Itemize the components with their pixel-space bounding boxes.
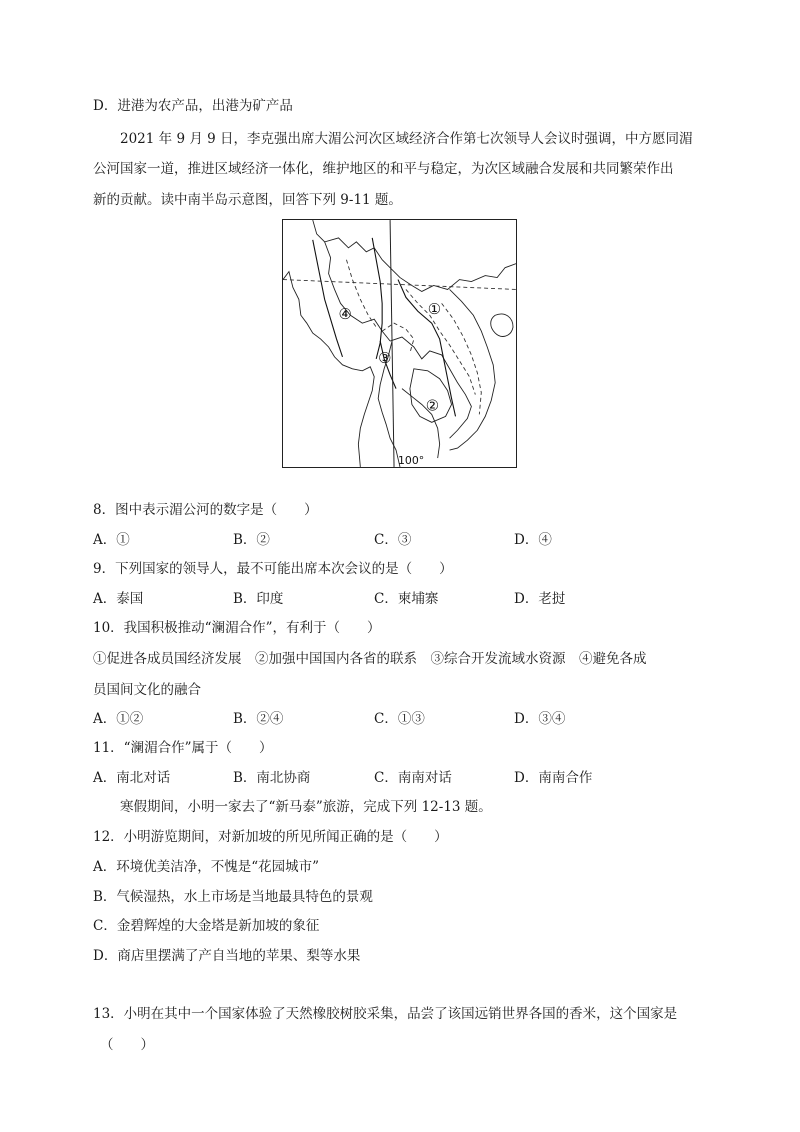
q11-option-d: D．南南合作 bbox=[514, 770, 593, 786]
q10-option-b: B．②④ bbox=[233, 711, 284, 727]
q9-stem: 9．下列国家的领导人，最不可能出席本次会议的是（ ） bbox=[93, 561, 453, 577]
map-marker-4: ④ bbox=[338, 305, 352, 324]
q8-stem: 8．图中表示湄公河的数字是（ ） bbox=[93, 502, 318, 518]
q9-option-a: A．泰国 bbox=[93, 591, 144, 607]
map-marker-3: ③ bbox=[378, 348, 392, 367]
longitude-line bbox=[390, 220, 394, 467]
q11-option-c: C．南南对话 bbox=[374, 770, 452, 786]
intro-line-1: 2021 年 9 月 9 日，李克强出席大湄公河次区域经济合作第七次领导人会议时强调，中方愿同湄 bbox=[120, 131, 693, 147]
q13-stem-line-2: （ ） bbox=[100, 1037, 154, 1053]
q8-option-a: A．① bbox=[93, 532, 130, 548]
q12-option-b: B．气候湿热，水上市场是当地最具特色的景观 bbox=[93, 889, 373, 905]
latitude-line bbox=[283, 280, 516, 290]
q10-option-a: A．①② bbox=[93, 711, 144, 727]
q9-option-b: B．印度 bbox=[233, 591, 284, 607]
thailand-border bbox=[390, 337, 471, 438]
indochina-map bbox=[282, 219, 517, 468]
intro-line-3: 新的贡献。读中南半岛示意图，回答下列 9-11 题。 bbox=[93, 192, 402, 208]
map-marker-1: ① bbox=[427, 300, 442, 319]
myanmar-coastline bbox=[283, 272, 374, 467]
map-marker-2: ② bbox=[425, 396, 440, 415]
river-salween bbox=[372, 238, 382, 359]
vietnam-coast bbox=[450, 289, 496, 450]
q12-option-c: C．金碧辉煌的大金塔是新加坡的象征 bbox=[93, 918, 320, 934]
longitude-label: 100° bbox=[398, 453, 425, 467]
q11-option-b: B．南北协商 bbox=[233, 770, 311, 786]
q10-statements-line-2: 员国间文化的融合 bbox=[93, 682, 201, 698]
q13-stem-line-1: 13．小明在其中一个国家体验了天然橡胶树胶采集，品尝了该国远销世界各国的香米，这个国家是 bbox=[93, 1006, 678, 1022]
q10-stem: 10．我国积极推动“澜湄合作”，有利于（ ） bbox=[93, 620, 381, 636]
q8-option-c: C．③ bbox=[374, 532, 412, 548]
q10-option-c: C．①③ bbox=[374, 711, 425, 727]
q11-stem: 11．“澜湄合作”属于（ ） bbox=[93, 740, 273, 756]
q9-option-d: D．老挝 bbox=[514, 591, 566, 607]
q8-option-d: D．④ bbox=[514, 532, 552, 548]
q11-option-a: A．南北对话 bbox=[93, 770, 171, 786]
q8-option-b: B．② bbox=[233, 532, 270, 548]
intro2: 寒假期间，小明一家去了“新马泰”旅游，完成下列 12-13 题。 bbox=[120, 799, 492, 815]
q7-option-d: D．进港为农产品，出港为矿产品 bbox=[93, 98, 293, 114]
q12-option-d: D．商店里摆满了产自当地的苹果、梨等水果 bbox=[93, 948, 361, 964]
northern-border bbox=[313, 220, 516, 291]
hainan-island bbox=[491, 314, 513, 336]
q12-stem: 12．小明游览期间，对新加坡的所见所闻正确的是（ ） bbox=[93, 829, 448, 845]
q9-option-c: C．柬埔寨 bbox=[374, 591, 439, 607]
q10-option-d: D．③④ bbox=[514, 711, 566, 727]
intro-line-2: 公河国家一道，推进区域经济一体化，维护地区的和平与稳定，为次区域融合发展和共同繁荣作出 bbox=[93, 161, 674, 177]
q12-option-a: A．环境优美洁净，不愧是“花园城市” bbox=[93, 859, 320, 875]
q10-statements-line-1: ①促进各成员国经济发展 ②加强中国国内各省的联系 ③综合开发流域水资源 ④避免各成 bbox=[93, 651, 647, 667]
indochina-map-drawing bbox=[283, 220, 516, 467]
